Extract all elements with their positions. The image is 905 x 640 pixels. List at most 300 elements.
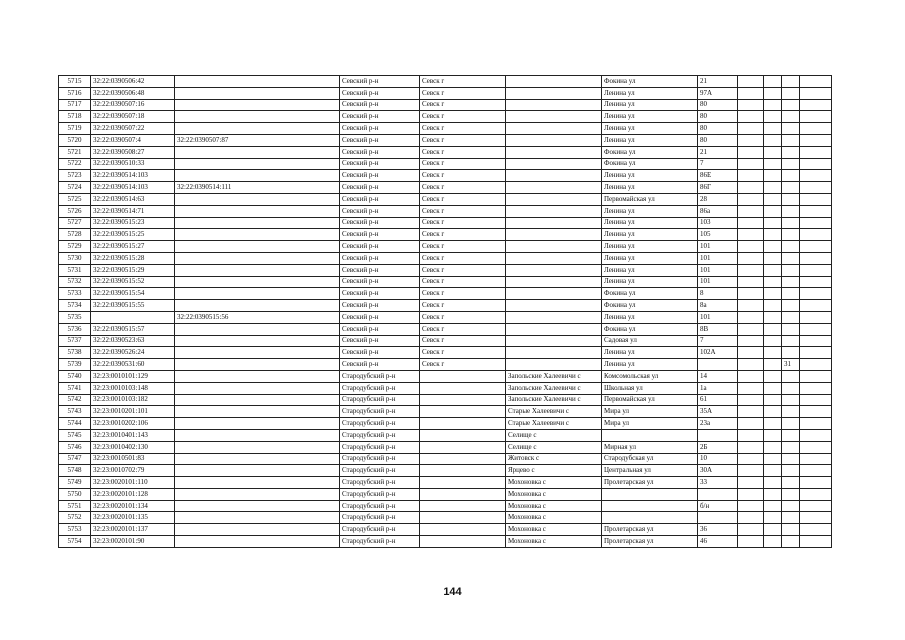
town-cell: Севск г xyxy=(420,170,506,182)
col11-cell xyxy=(782,288,800,300)
house-cell: 86Е xyxy=(698,170,738,182)
cadastral-number-cell: 32:22:0390507:4 xyxy=(91,134,175,146)
col11-cell xyxy=(782,347,800,359)
district-cell: Стародубский р-н xyxy=(340,465,420,477)
district-cell: Севский р-н xyxy=(340,193,420,205)
col12-cell xyxy=(800,76,832,88)
town-cell: Севск г xyxy=(420,323,506,335)
col9-cell xyxy=(738,453,764,465)
cadastral-number-cell: 32:23:0010201:101 xyxy=(91,406,175,418)
page-number: 144 xyxy=(443,586,462,598)
col10-cell xyxy=(764,111,782,123)
col12-cell xyxy=(800,229,832,241)
cadastral-number-cell: 32:22:0390515:52 xyxy=(91,276,175,288)
house-cell: 35А xyxy=(698,406,738,418)
table-row xyxy=(59,76,832,88)
col11-cell: 31 xyxy=(782,359,800,371)
col11-cell xyxy=(782,418,800,430)
district-cell: Севский р-н xyxy=(340,87,420,99)
col10-cell xyxy=(764,359,782,371)
district-cell: Стародубский р-н xyxy=(340,453,420,465)
col11-cell xyxy=(782,500,800,512)
extra-cadastral-cell xyxy=(175,300,340,312)
town-cell: Севск г xyxy=(420,123,506,135)
col9-cell xyxy=(738,335,764,347)
col9-cell xyxy=(738,382,764,394)
col9-cell xyxy=(738,429,764,441)
town-cell: Севск г xyxy=(420,217,506,229)
table-row xyxy=(59,394,832,406)
town-cell xyxy=(420,477,506,489)
street-cell: Ленина ул xyxy=(602,99,698,111)
house-cell: 86Г xyxy=(698,182,738,194)
col9-cell xyxy=(738,288,764,300)
house-cell: 86а xyxy=(698,205,738,217)
village-cell: Житовск с xyxy=(506,453,602,465)
village-cell xyxy=(506,323,602,335)
district-cell: Стародубский р-н xyxy=(340,488,420,500)
col10-cell xyxy=(764,500,782,512)
extra-cadastral-cell xyxy=(175,264,340,276)
table-row xyxy=(59,264,832,276)
town-cell xyxy=(420,429,506,441)
house-cell: 21 xyxy=(698,76,738,88)
village-cell xyxy=(506,300,602,312)
house-cell: 105 xyxy=(698,229,738,241)
col10-cell xyxy=(764,276,782,288)
street-cell: Фокина ул xyxy=(602,158,698,170)
village-cell: Запольские Халеевичи с xyxy=(506,394,602,406)
extra-cadastral-cell xyxy=(175,524,340,536)
district-cell: Севский р-н xyxy=(340,229,420,241)
village-cell xyxy=(506,276,602,288)
cadastral-number-cell: 32:23:0010501:83 xyxy=(91,453,175,465)
town-cell: Севск г xyxy=(420,347,506,359)
col12-cell xyxy=(800,488,832,500)
col12-cell xyxy=(800,288,832,300)
col12-cell xyxy=(800,370,832,382)
col11-cell xyxy=(782,146,800,158)
col11-cell xyxy=(782,264,800,276)
cadastral-number-cell: 32:23:0020101:135 xyxy=(91,512,175,524)
cadastral-number-cell: 32:22:0390510:33 xyxy=(91,158,175,170)
extra-cadastral-cell xyxy=(175,146,340,158)
col10-cell xyxy=(764,441,782,453)
village-cell: Мохоновка с xyxy=(506,477,602,489)
extra-cadastral-cell xyxy=(175,394,340,406)
col10-cell xyxy=(764,300,782,312)
col12-cell xyxy=(800,429,832,441)
extra-cadastral-cell xyxy=(175,241,340,253)
street-cell: Ленина ул xyxy=(602,170,698,182)
extra-cadastral-cell xyxy=(175,217,340,229)
col11-cell xyxy=(782,76,800,88)
extra-cadastral-cell xyxy=(175,252,340,264)
street-cell xyxy=(602,500,698,512)
village-cell: Запольские Халеевичи с xyxy=(506,370,602,382)
row-number-cell: 5752 xyxy=(59,512,91,524)
village-cell: Мохоновка с xyxy=(506,512,602,524)
extra-cadastral-cell xyxy=(175,418,340,430)
col9-cell xyxy=(738,441,764,453)
village-cell: Старые Халеевичи с xyxy=(506,406,602,418)
col12-cell xyxy=(800,146,832,158)
col9-cell xyxy=(738,264,764,276)
col10-cell xyxy=(764,170,782,182)
extra-cadastral-cell xyxy=(175,288,340,300)
col11-cell xyxy=(782,477,800,489)
village-cell xyxy=(506,182,602,194)
cadastral-number-cell: 32:22:0390506:42 xyxy=(91,76,175,88)
village-cell xyxy=(506,99,602,111)
town-cell xyxy=(420,500,506,512)
row-number-cell: 5738 xyxy=(59,347,91,359)
district-cell: Севский р-н xyxy=(340,335,420,347)
col11-cell xyxy=(782,370,800,382)
cadastral-number-cell: 32:23:0010101:129 xyxy=(91,370,175,382)
extra-cadastral-cell xyxy=(175,76,340,88)
extra-cadastral-cell xyxy=(175,193,340,205)
col10-cell xyxy=(764,123,782,135)
extra-cadastral-cell xyxy=(175,347,340,359)
street-cell: Комсомольская ул xyxy=(602,370,698,382)
row-number-cell: 5751 xyxy=(59,500,91,512)
district-cell: Севский р-н xyxy=(340,323,420,335)
row-number-cell: 5732 xyxy=(59,276,91,288)
row-number-cell: 5734 xyxy=(59,300,91,312)
village-cell xyxy=(506,87,602,99)
cadastral-number-cell: 32:22:0390514:103 xyxy=(91,170,175,182)
cadastral-number-cell: 32:23:0020101:128 xyxy=(91,488,175,500)
col12-cell xyxy=(800,241,832,253)
col11-cell xyxy=(782,170,800,182)
town-cell xyxy=(420,465,506,477)
street-cell: Стародубская ул xyxy=(602,453,698,465)
col10-cell xyxy=(764,465,782,477)
col10-cell xyxy=(764,193,782,205)
house-cell: 33 xyxy=(698,477,738,489)
extra-cadastral-cell xyxy=(175,453,340,465)
village-cell xyxy=(506,193,602,205)
street-cell: Фокина ул xyxy=(602,300,698,312)
street-cell: Ленина ул xyxy=(602,123,698,135)
cadastral-number-cell: 32:22:0390523:63 xyxy=(91,335,175,347)
col12-cell xyxy=(800,382,832,394)
village-cell: Мохоновка с xyxy=(506,488,602,500)
col10-cell xyxy=(764,158,782,170)
house-cell: 101 xyxy=(698,252,738,264)
district-cell: Севский р-н xyxy=(340,252,420,264)
house-cell: 8 xyxy=(698,288,738,300)
row-number-cell: 5754 xyxy=(59,536,91,548)
table-row xyxy=(59,146,832,158)
col12-cell xyxy=(800,335,832,347)
table-row xyxy=(59,288,832,300)
col12-cell xyxy=(800,323,832,335)
table-row xyxy=(59,429,832,441)
col10-cell xyxy=(764,524,782,536)
col9-cell xyxy=(738,477,764,489)
row-number-cell: 5747 xyxy=(59,453,91,465)
house-cell: 8В xyxy=(698,323,738,335)
street-cell: Фокина ул xyxy=(602,323,698,335)
row-number-cell: 5744 xyxy=(59,418,91,430)
street-cell: Мира ул xyxy=(602,406,698,418)
cadastral-number-cell: 32:22:0390515:57 xyxy=(91,323,175,335)
village-cell xyxy=(506,288,602,300)
row-number-cell: 5731 xyxy=(59,264,91,276)
col12-cell xyxy=(800,406,832,418)
house-cell: 8а xyxy=(698,300,738,312)
town-cell: Севск г xyxy=(420,193,506,205)
table-row xyxy=(59,87,832,99)
col10-cell xyxy=(764,453,782,465)
col9-cell xyxy=(738,87,764,99)
col9-cell xyxy=(738,512,764,524)
row-number-cell: 5723 xyxy=(59,170,91,182)
col11-cell xyxy=(782,406,800,418)
row-number-cell: 5742 xyxy=(59,394,91,406)
house-cell: 101 xyxy=(698,311,738,323)
cadastral-number-cell: 32:22:0390507:22 xyxy=(91,123,175,135)
table-row xyxy=(59,229,832,241)
house-cell: 80 xyxy=(698,111,738,123)
village-cell: Селище с xyxy=(506,441,602,453)
extra-cadastral-cell xyxy=(175,536,340,548)
district-cell: Севский р-н xyxy=(340,99,420,111)
district-cell: Севский р-н xyxy=(340,241,420,253)
village-cell xyxy=(506,347,602,359)
col10-cell xyxy=(764,512,782,524)
district-cell: Севский р-н xyxy=(340,264,420,276)
records-table xyxy=(58,75,832,548)
col10-cell xyxy=(764,477,782,489)
cadastral-number-cell: 32:22:0390515:25 xyxy=(91,229,175,241)
district-cell: Стародубский р-н xyxy=(340,512,420,524)
col10-cell xyxy=(764,241,782,253)
col9-cell xyxy=(738,465,764,477)
extra-cadastral-cell xyxy=(175,406,340,418)
col9-cell xyxy=(738,406,764,418)
col10-cell xyxy=(764,370,782,382)
row-number-cell: 5717 xyxy=(59,99,91,111)
col12-cell xyxy=(800,441,832,453)
village-cell xyxy=(506,311,602,323)
col9-cell xyxy=(738,311,764,323)
street-cell: Фокина ул xyxy=(602,146,698,158)
street-cell: Ленина ул xyxy=(602,229,698,241)
table-row xyxy=(59,465,832,477)
district-cell: Севский р-н xyxy=(340,111,420,123)
col9-cell xyxy=(738,394,764,406)
table-row xyxy=(59,111,832,123)
col9-cell xyxy=(738,217,764,229)
col9-cell xyxy=(738,146,764,158)
col12-cell xyxy=(800,276,832,288)
street-cell: Пролетарская ул xyxy=(602,477,698,489)
col11-cell xyxy=(782,158,800,170)
house-cell: 21 xyxy=(698,146,738,158)
col11-cell xyxy=(782,382,800,394)
house-cell xyxy=(698,488,738,500)
village-cell xyxy=(506,205,602,217)
col9-cell xyxy=(738,370,764,382)
village-cell: Селище с xyxy=(506,429,602,441)
cadastral-number-cell: 32:23:0010103:182 xyxy=(91,394,175,406)
street-cell xyxy=(602,512,698,524)
cadastral-number-cell: 32:23:0020101:110 xyxy=(91,477,175,489)
village-cell xyxy=(506,335,602,347)
house-cell: 28 xyxy=(698,193,738,205)
row-number-cell: 5718 xyxy=(59,111,91,123)
col11-cell xyxy=(782,193,800,205)
extra-cadastral-cell xyxy=(175,488,340,500)
district-cell: Севский р-н xyxy=(340,205,420,217)
cadastral-number-cell: 32:22:0390515:55 xyxy=(91,300,175,312)
extra-cadastral-cell xyxy=(175,229,340,241)
village-cell xyxy=(506,158,602,170)
street-cell: Ленина ул xyxy=(602,87,698,99)
house-cell: 80 xyxy=(698,134,738,146)
row-number-cell: 5725 xyxy=(59,193,91,205)
district-cell: Стародубский р-н xyxy=(340,500,420,512)
table-row xyxy=(59,276,832,288)
house-cell: 103 xyxy=(698,217,738,229)
extra-cadastral-cell xyxy=(175,111,340,123)
street-cell: Ленина ул xyxy=(602,182,698,194)
row-number-cell: 5724 xyxy=(59,182,91,194)
row-number-cell: 5745 xyxy=(59,429,91,441)
street-cell: Ленина ул xyxy=(602,205,698,217)
col10-cell xyxy=(764,146,782,158)
town-cell: Севск г xyxy=(420,311,506,323)
village-cell xyxy=(506,170,602,182)
col10-cell xyxy=(764,394,782,406)
col10-cell xyxy=(764,406,782,418)
col11-cell xyxy=(782,524,800,536)
district-cell: Севский р-н xyxy=(340,347,420,359)
col9-cell xyxy=(738,170,764,182)
street-cell: Пролетарская ул xyxy=(602,524,698,536)
table-row xyxy=(59,123,832,135)
town-cell: Севск г xyxy=(420,288,506,300)
row-number-cell: 5726 xyxy=(59,205,91,217)
table-row xyxy=(59,418,832,430)
house-cell: 101 xyxy=(698,264,738,276)
house-cell xyxy=(698,429,738,441)
row-number-cell: 5735 xyxy=(59,311,91,323)
cadastral-number-cell: 32:23:0020101:134 xyxy=(91,500,175,512)
col11-cell xyxy=(782,87,800,99)
village-cell xyxy=(506,217,602,229)
district-cell: Стародубский р-н xyxy=(340,441,420,453)
col12-cell xyxy=(800,453,832,465)
cadastral-number-cell xyxy=(91,311,175,323)
col11-cell xyxy=(782,276,800,288)
table-row xyxy=(59,406,832,418)
col12-cell xyxy=(800,252,832,264)
village-cell xyxy=(506,241,602,253)
district-cell: Севский р-н xyxy=(340,217,420,229)
cadastral-number-cell: 32:23:0010401:143 xyxy=(91,429,175,441)
district-cell: Стародубский р-н xyxy=(340,429,420,441)
town-cell: Севск г xyxy=(420,134,506,146)
col10-cell xyxy=(764,418,782,430)
street-cell xyxy=(602,429,698,441)
street-cell: Первомайская ул xyxy=(602,193,698,205)
row-number-cell: 5719 xyxy=(59,123,91,135)
col9-cell xyxy=(738,323,764,335)
town-cell xyxy=(420,394,506,406)
col10-cell xyxy=(764,134,782,146)
district-cell: Севский р-н xyxy=(340,158,420,170)
street-cell: Пролетарская ул xyxy=(602,536,698,548)
district-cell: Стародубский р-н xyxy=(340,394,420,406)
col9-cell xyxy=(738,99,764,111)
col12-cell xyxy=(800,500,832,512)
col11-cell xyxy=(782,300,800,312)
col10-cell xyxy=(764,76,782,88)
col10-cell xyxy=(764,311,782,323)
district-cell: Стародубский р-н xyxy=(340,406,420,418)
col11-cell xyxy=(782,134,800,146)
row-number-cell: 5750 xyxy=(59,488,91,500)
town-cell: Севск г xyxy=(420,111,506,123)
col12-cell xyxy=(800,524,832,536)
cadastral-number-cell: 32:22:0390515:28 xyxy=(91,252,175,264)
village-cell: Мохоновка с xyxy=(506,500,602,512)
street-cell: Ленина ул xyxy=(602,217,698,229)
village-cell: Старые Халеевичи с xyxy=(506,418,602,430)
table-row xyxy=(59,300,832,312)
col9-cell xyxy=(738,76,764,88)
col11-cell xyxy=(782,335,800,347)
table-row xyxy=(59,347,832,359)
col9-cell xyxy=(738,134,764,146)
col12-cell xyxy=(800,123,832,135)
house-cell: 2Б xyxy=(698,441,738,453)
col11-cell xyxy=(782,453,800,465)
table-row xyxy=(59,524,832,536)
table-row xyxy=(59,335,832,347)
village-cell xyxy=(506,146,602,158)
town-cell xyxy=(420,406,506,418)
town-cell xyxy=(420,441,506,453)
district-cell: Стародубский р-н xyxy=(340,370,420,382)
extra-cadastral-cell xyxy=(175,87,340,99)
table-row xyxy=(59,193,832,205)
row-number-cell: 5753 xyxy=(59,524,91,536)
extra-cadastral-cell: 32:22:0390515:56 xyxy=(175,311,340,323)
house-cell: 61 xyxy=(698,394,738,406)
extra-cadastral-cell xyxy=(175,276,340,288)
town-cell: Севск г xyxy=(420,76,506,88)
house-cell: 14 xyxy=(698,370,738,382)
street-cell: Ленина ул xyxy=(602,134,698,146)
extra-cadastral-cell: 32:22:0390507:87 xyxy=(175,134,340,146)
col10-cell xyxy=(764,323,782,335)
row-number-cell: 5733 xyxy=(59,288,91,300)
house-cell: 80 xyxy=(698,99,738,111)
row-number-cell: 5736 xyxy=(59,323,91,335)
col10-cell xyxy=(764,488,782,500)
house-cell: 97А xyxy=(698,87,738,99)
district-cell: Стародубский р-н xyxy=(340,524,420,536)
table-row xyxy=(59,382,832,394)
town-cell: Севск г xyxy=(420,276,506,288)
col12-cell xyxy=(800,170,832,182)
street-cell: Ленина ул xyxy=(602,241,698,253)
